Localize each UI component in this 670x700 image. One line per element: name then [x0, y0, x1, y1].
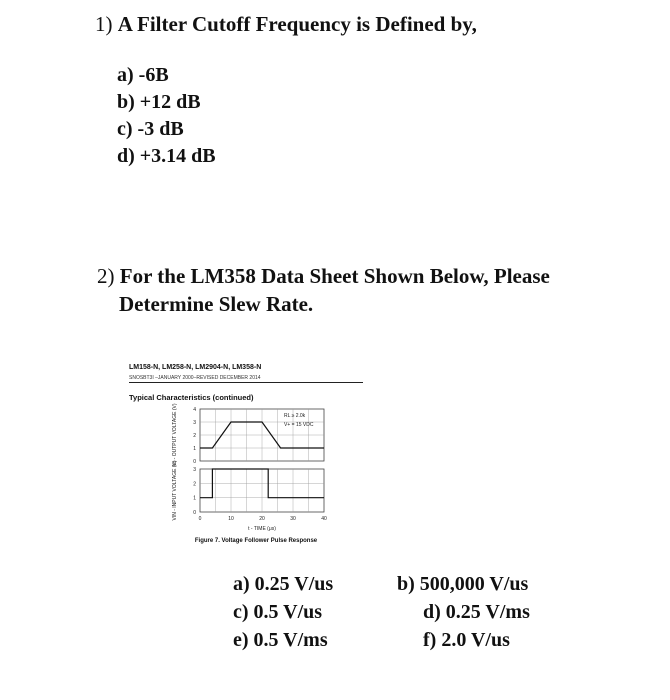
x-tick-label: 0 [198, 516, 202, 522]
question-2-number: 2) [97, 264, 115, 288]
question-2-options-right [397, 570, 530, 654]
output-y-tick-label: 4 [193, 407, 196, 413]
input-y-tick-label: 3 [193, 467, 196, 473]
x-axis-label: t - TIME (μs) [248, 526, 276, 532]
input-y-tick-label: 1 [193, 495, 196, 502]
output-y-tick-label: 3 [193, 420, 196, 426]
q2-option-e: e) 0.5 V/ms [233, 629, 328, 651]
output-y-tick-label: 2 [193, 433, 196, 439]
question-1-number: 1) [95, 12, 113, 36]
q2-option-a: a) 0.25 V/us [233, 573, 334, 595]
input-y-tick-label: 0 [193, 510, 196, 516]
q2-option-c: c) 0.5 V/us [233, 601, 323, 623]
q1-option-d: d) +3.14 dB [117, 145, 216, 167]
q2-option-f: f) 2.0 V/us [423, 629, 510, 651]
q1-option-b: b) +12 dB [117, 91, 201, 113]
condition-rl: RL ≥ 2.0k [284, 413, 306, 419]
question-2 [97, 262, 617, 318]
q2-option-b: b) 500,000 V/us [397, 573, 529, 595]
x-tick-label: 40 [321, 516, 327, 522]
x-tick-label: 20 [259, 516, 265, 522]
figure-caption: Figure 7. Voltage Follower Pulse Response [194, 538, 318, 544]
question-2-text-line2: Determine Slew Rate. [119, 292, 314, 316]
condition-vplus: V+ = 15 VDC [284, 422, 314, 428]
question-2-options-left [233, 570, 333, 654]
output-y-tick-label: 1 [193, 446, 196, 452]
output-y-tick-label: 0 [193, 459, 196, 465]
q2-option-d: d) 0.25 V/ms [423, 601, 530, 623]
q1-option-a: a) -6B [117, 64, 169, 86]
x-tick-label: 30 [290, 516, 296, 522]
datasheet-figure [126, 362, 366, 552]
datasheet-doc-info: SNOSBT3I –JANUARY 2000–REVISED DECEMBER 2014 [129, 375, 261, 381]
pulse-response-chart [126, 362, 366, 552]
input-y-axis-label: VIN - INPUT VOLTAGE (V) [172, 460, 178, 521]
question-1-options [117, 62, 216, 170]
datasheet-part-numbers: LM158-N, LM258-N, LM2904-N, LM358-N [129, 364, 262, 371]
question-2-text-line1: For the LM358 Data Sheet Shown Below, Please [119, 264, 550, 288]
x-tick-label: 10 [228, 516, 234, 522]
q1-option-c: c) -3 dB [117, 118, 184, 140]
question-1 [95, 10, 477, 38]
question-1-text: A Filter Cutoff Frequency is Defined by, [117, 12, 477, 36]
input-y-tick-label: 2 [193, 481, 196, 488]
output-y-axis-label: Vo - OUTPUT VOLTAGE (V) [172, 403, 178, 467]
datasheet-section-title: Typical Characteristics (continued) [129, 393, 254, 402]
